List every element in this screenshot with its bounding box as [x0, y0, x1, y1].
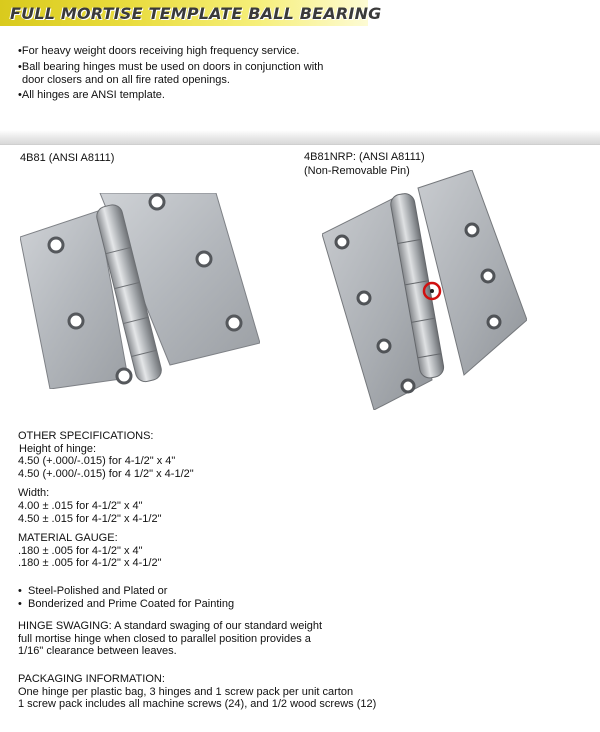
- finish-item: • Bonderized and Prime Coated for Painting: [18, 597, 235, 610]
- list-item: •Ball bearing hinges must be used on doors in conjunction with door closers and on all fire rated openings.: [18, 61, 324, 86]
- packaging-section: PACKAGING INFORMATION: One hinge per plastic bag, 3 hinges and 1 screw pack per unit carton 1 screw pack includes all machine screws (24), and 1/2 wood screws (12): [18, 672, 377, 711]
- height-line: 4.50 (+.000/-.015) for 4-1/2" x 4": [18, 455, 176, 468]
- specifications-section: [18, 430, 376, 718]
- specs-heading: OTHER SPECIFICATIONS:: [18, 430, 154, 442]
- bullet-icon: •: [18, 61, 22, 73]
- hinge-4b81nrp-image: [322, 170, 527, 410]
- product-label-4b81nrp: 4B81NRP: (ANSI A8111) (Non-Removable Pin): [304, 151, 425, 177]
- height-line: 4.50 (+.000/-.015) for 4 1/2" x 4-1/2": [18, 467, 194, 480]
- height-heading: Height of hinge:: [19, 442, 97, 455]
- hinge-4b81-image: [20, 193, 260, 389]
- finish-item: • Steel-Polished and Plated or: [18, 584, 168, 597]
- bullet-icon: •: [18, 597, 22, 610]
- width-line: 4.50 ± .015 for 4-1/2" x 4-1/2": [18, 512, 162, 525]
- section-divider: [0, 130, 600, 145]
- page-title: FULL MORTISE TEMPLATE BALL BEARING: [10, 4, 382, 23]
- product-sublabel: (Non-Removable Pin): [304, 165, 410, 177]
- packaging-heading: PACKAGING INFORMATION:: [18, 672, 165, 685]
- width-heading: Width:: [18, 487, 50, 500]
- bullet-icon: •: [18, 45, 22, 57]
- gauge-heading: MATERIAL GAUGE:: [18, 532, 118, 545]
- list-item: •All hinges are ANSI template.: [18, 89, 165, 101]
- bullet-icon: •: [18, 89, 22, 101]
- width-line: 4.00 ± .015 for 4-1/2" x 4": [18, 499, 143, 512]
- gauge-line: .180 ± .005 for 4-1/2" x 4": [18, 544, 143, 557]
- header-banner: [0, 0, 382, 26]
- list-item: •For heavy weight doors receiving high frequency service.: [18, 45, 300, 57]
- bullet-icon: •: [18, 584, 22, 597]
- gauge-line: .180 ± .005 for 4-1/2" x 4-1/2": [18, 557, 162, 570]
- product-label-4b81: 4B81 (ANSI A8111): [20, 152, 115, 164]
- swaging-paragraph: HINGE SWAGING: A standard swaging of our standard weight full mortise hinge when closed to parallel position provides a 1/16" clearance between leaves.: [18, 620, 323, 658]
- feature-list: [18, 45, 323, 105]
